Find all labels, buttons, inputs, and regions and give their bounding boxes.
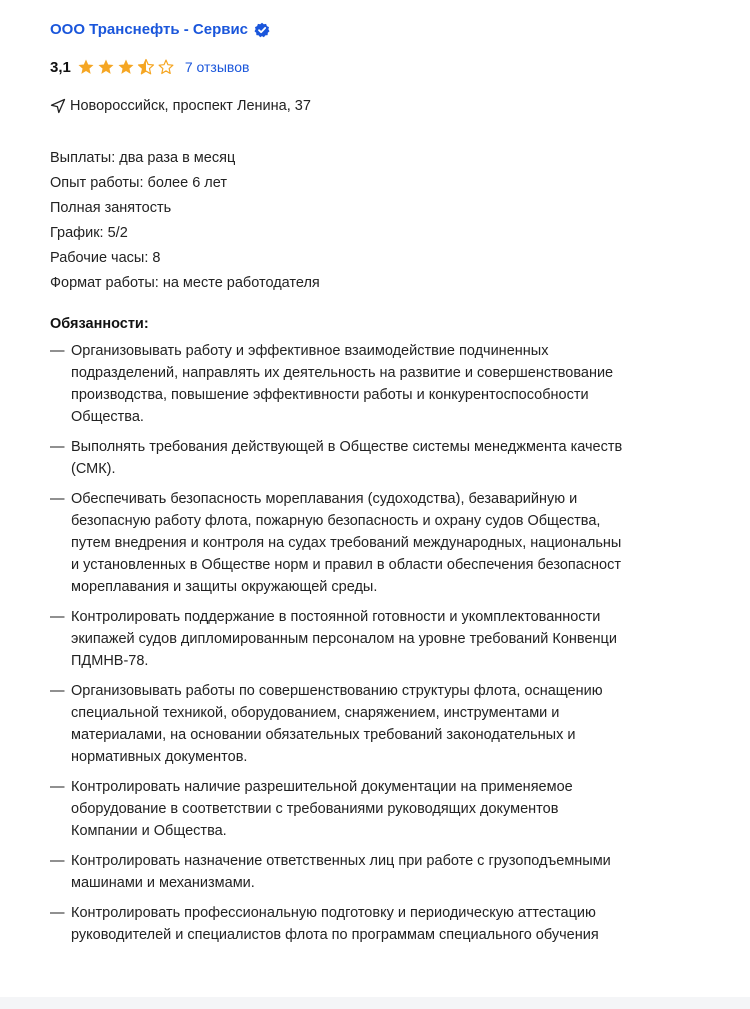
reviews-link[interactable]: 7 отзывов bbox=[184, 59, 250, 75]
duty-text-line: мореплавания и защиты окружающей среды. bbox=[71, 579, 378, 595]
duty-text-line: Организовывать работы по совершенствованию структуры флота, оснащению bbox=[71, 683, 603, 699]
duty-item bbox=[50, 902, 750, 946]
duty-item bbox=[50, 606, 750, 672]
duty-text-line: ПДМНВ-78. bbox=[71, 653, 149, 669]
duty-text-line: нормативных документов. bbox=[71, 749, 248, 765]
star-filled-icon bbox=[77, 58, 95, 76]
duty-item bbox=[50, 340, 750, 428]
duty-text-line: Организовывать работу и эффективное взаимодействие подчиненных bbox=[71, 343, 549, 359]
duty-text-line: безопасную работу флота, пожарную безопасность и охрану судов Общества, bbox=[71, 513, 601, 529]
duty-dash: — bbox=[50, 779, 65, 795]
navigation-arrow-icon bbox=[50, 98, 66, 114]
address-text: Новороссийск, проспект Ленина, 37 bbox=[70, 98, 311, 114]
duty-text-line: оборудование в соответствии с требованиями руководящих документов bbox=[71, 801, 559, 817]
duties-list bbox=[50, 340, 750, 954]
duty-dash: — bbox=[50, 343, 65, 359]
star-half-icon bbox=[137, 58, 155, 76]
duty-item bbox=[50, 436, 750, 480]
duty-text-line: Выполнять требования действующей в Обществе системы менеджмента качеств bbox=[71, 439, 623, 455]
detail-work-hours: Рабочие часы: 8 bbox=[50, 250, 161, 266]
duty-text-line: Контролировать поддержание в постоянной готовности и укомплектованности bbox=[71, 609, 601, 625]
vacancy-details bbox=[50, 146, 320, 296]
star-empty-icon bbox=[157, 58, 175, 76]
duty-item bbox=[50, 488, 750, 598]
rating-value: 3,1 bbox=[50, 58, 71, 76]
duty-text-line: и установленных в Обществе норм и правил в области обеспечения безопасност bbox=[71, 557, 622, 573]
duty-item bbox=[50, 680, 750, 768]
duty-text-line: путем внедрения и контроля на судах требований международных, национальны bbox=[71, 535, 622, 551]
duty-text-line: Общества. bbox=[71, 409, 144, 425]
duty-dash: — bbox=[50, 491, 65, 507]
rating-stars bbox=[77, 58, 175, 76]
star-filled-icon bbox=[117, 58, 135, 76]
duty-text-line: материалами, на основании обязательных требований законодательных и bbox=[71, 727, 576, 743]
detail-payments: Выплаты: два раза в месяц bbox=[50, 150, 236, 166]
duty-dash: — bbox=[50, 905, 65, 921]
duty-dash: — bbox=[50, 683, 65, 699]
duty-text-line: экипажей судов дипломированным персоналом на уровне требований Конвенци bbox=[71, 631, 617, 647]
verified-badge-icon bbox=[254, 22, 270, 38]
duty-text-line: специальной техникой, оборудованием, снаряжением, инструментами и bbox=[71, 705, 560, 721]
vacancy-card bbox=[50, 0, 750, 1009]
detail-schedule: График: 5/2 bbox=[50, 225, 128, 241]
duty-text-line: подразделений, направлять их деятельность на развитие и совершенствование bbox=[71, 365, 614, 381]
duty-text-line: машинами и механизмами. bbox=[71, 875, 255, 891]
duty-text-line: Компании и Общества. bbox=[71, 823, 227, 839]
detail-experience: Опыт работы: более 6 лет bbox=[50, 175, 227, 191]
duties-title: Обязанности: bbox=[50, 316, 149, 332]
duty-text-line: руководителей и специалистов флота по программам специального обучения bbox=[71, 927, 599, 943]
duty-dash: — bbox=[50, 609, 65, 625]
duty-item bbox=[50, 776, 750, 842]
detail-employment: Полная занятость bbox=[50, 200, 172, 216]
company-header bbox=[50, 21, 270, 38]
duty-item bbox=[50, 850, 750, 894]
rating-row bbox=[50, 58, 249, 76]
duty-text-line: Контролировать наличие разрешительной документации на применяемое bbox=[71, 779, 573, 795]
duty-text-line: Контролировать назначение ответственных лиц при работе с грузоподъемными bbox=[71, 853, 611, 869]
duty-dash: — bbox=[50, 439, 65, 455]
company-name-link[interactable]: ООО Транснефть - Сервис bbox=[50, 21, 249, 38]
duty-dash: — bbox=[50, 853, 65, 869]
scroll-fade bbox=[0, 997, 750, 1009]
detail-work-format: Формат работы: на месте работодателя bbox=[50, 275, 320, 291]
duty-text-line: производства, повышение эффективности работы и конкурентоспособности bbox=[71, 387, 589, 403]
duty-text-line: (СМК). bbox=[71, 461, 116, 477]
star-filled-icon bbox=[97, 58, 115, 76]
duty-text-line: Обеспечивать безопасность мореплавания (судоходства), безаварийную и bbox=[71, 491, 578, 507]
duty-text-line: Контролировать профессиональную подготовку и периодическую аттестацию bbox=[71, 905, 596, 921]
address-row bbox=[50, 98, 311, 114]
